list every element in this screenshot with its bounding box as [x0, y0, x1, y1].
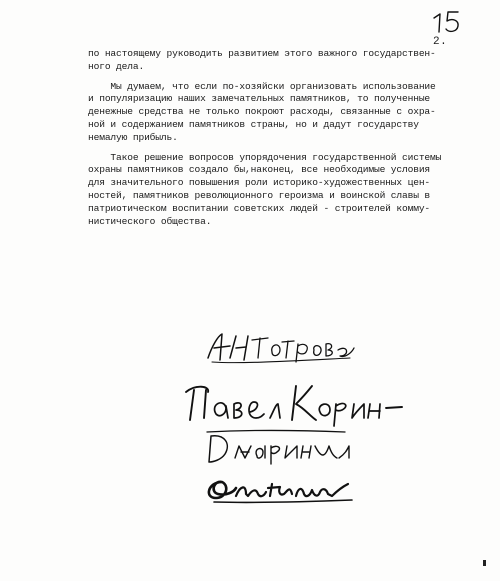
text-line: денежные средства не только покроют расходы, связанные с охра-: [88, 106, 436, 118]
text-line: ностей, памятников революционного героизма и воинской славы в: [88, 189, 431, 201]
letter-body: [88, 48, 468, 235]
text-line: немалую прибыль.: [88, 131, 178, 143]
signature-2: [180, 378, 410, 428]
text-line: охраны памятников создало бы,наконец, все необходимые условия: [88, 164, 431, 176]
signature-1: [200, 328, 360, 366]
text-line: Мы думаем, что если по-хозяйски организовать использование: [88, 80, 436, 92]
paragraph: [88, 81, 468, 145]
text-line: по настоящему руководить развитием этого важного государствен-: [88, 48, 436, 59]
text-line: ного дела.: [88, 60, 145, 72]
text-line: ной и содержанием памятников страны, но и дадут государству: [88, 118, 419, 130]
text-line: нистического общества.: [88, 215, 212, 227]
archive-number-handwritten: [428, 6, 468, 36]
paragraph: [88, 48, 468, 74]
page-number: 2.: [433, 36, 448, 48]
signature-3: [205, 428, 365, 468]
text-line: Такое решение вопросов упорядочения государственной системы: [88, 151, 442, 163]
text-line: патриотическом воспитании советских людей - строителей комму-: [88, 202, 431, 214]
text-line: и популяризацию наших замечательных памятников, то полученные: [88, 93, 431, 105]
page-edge-mark: [483, 560, 486, 566]
text-line: для значительного повышения роли историко-художественных цен-: [88, 177, 431, 189]
archive-sheet-number: [428, 6, 468, 36]
signature-4: [200, 472, 360, 507]
paragraph: [88, 152, 468, 229]
